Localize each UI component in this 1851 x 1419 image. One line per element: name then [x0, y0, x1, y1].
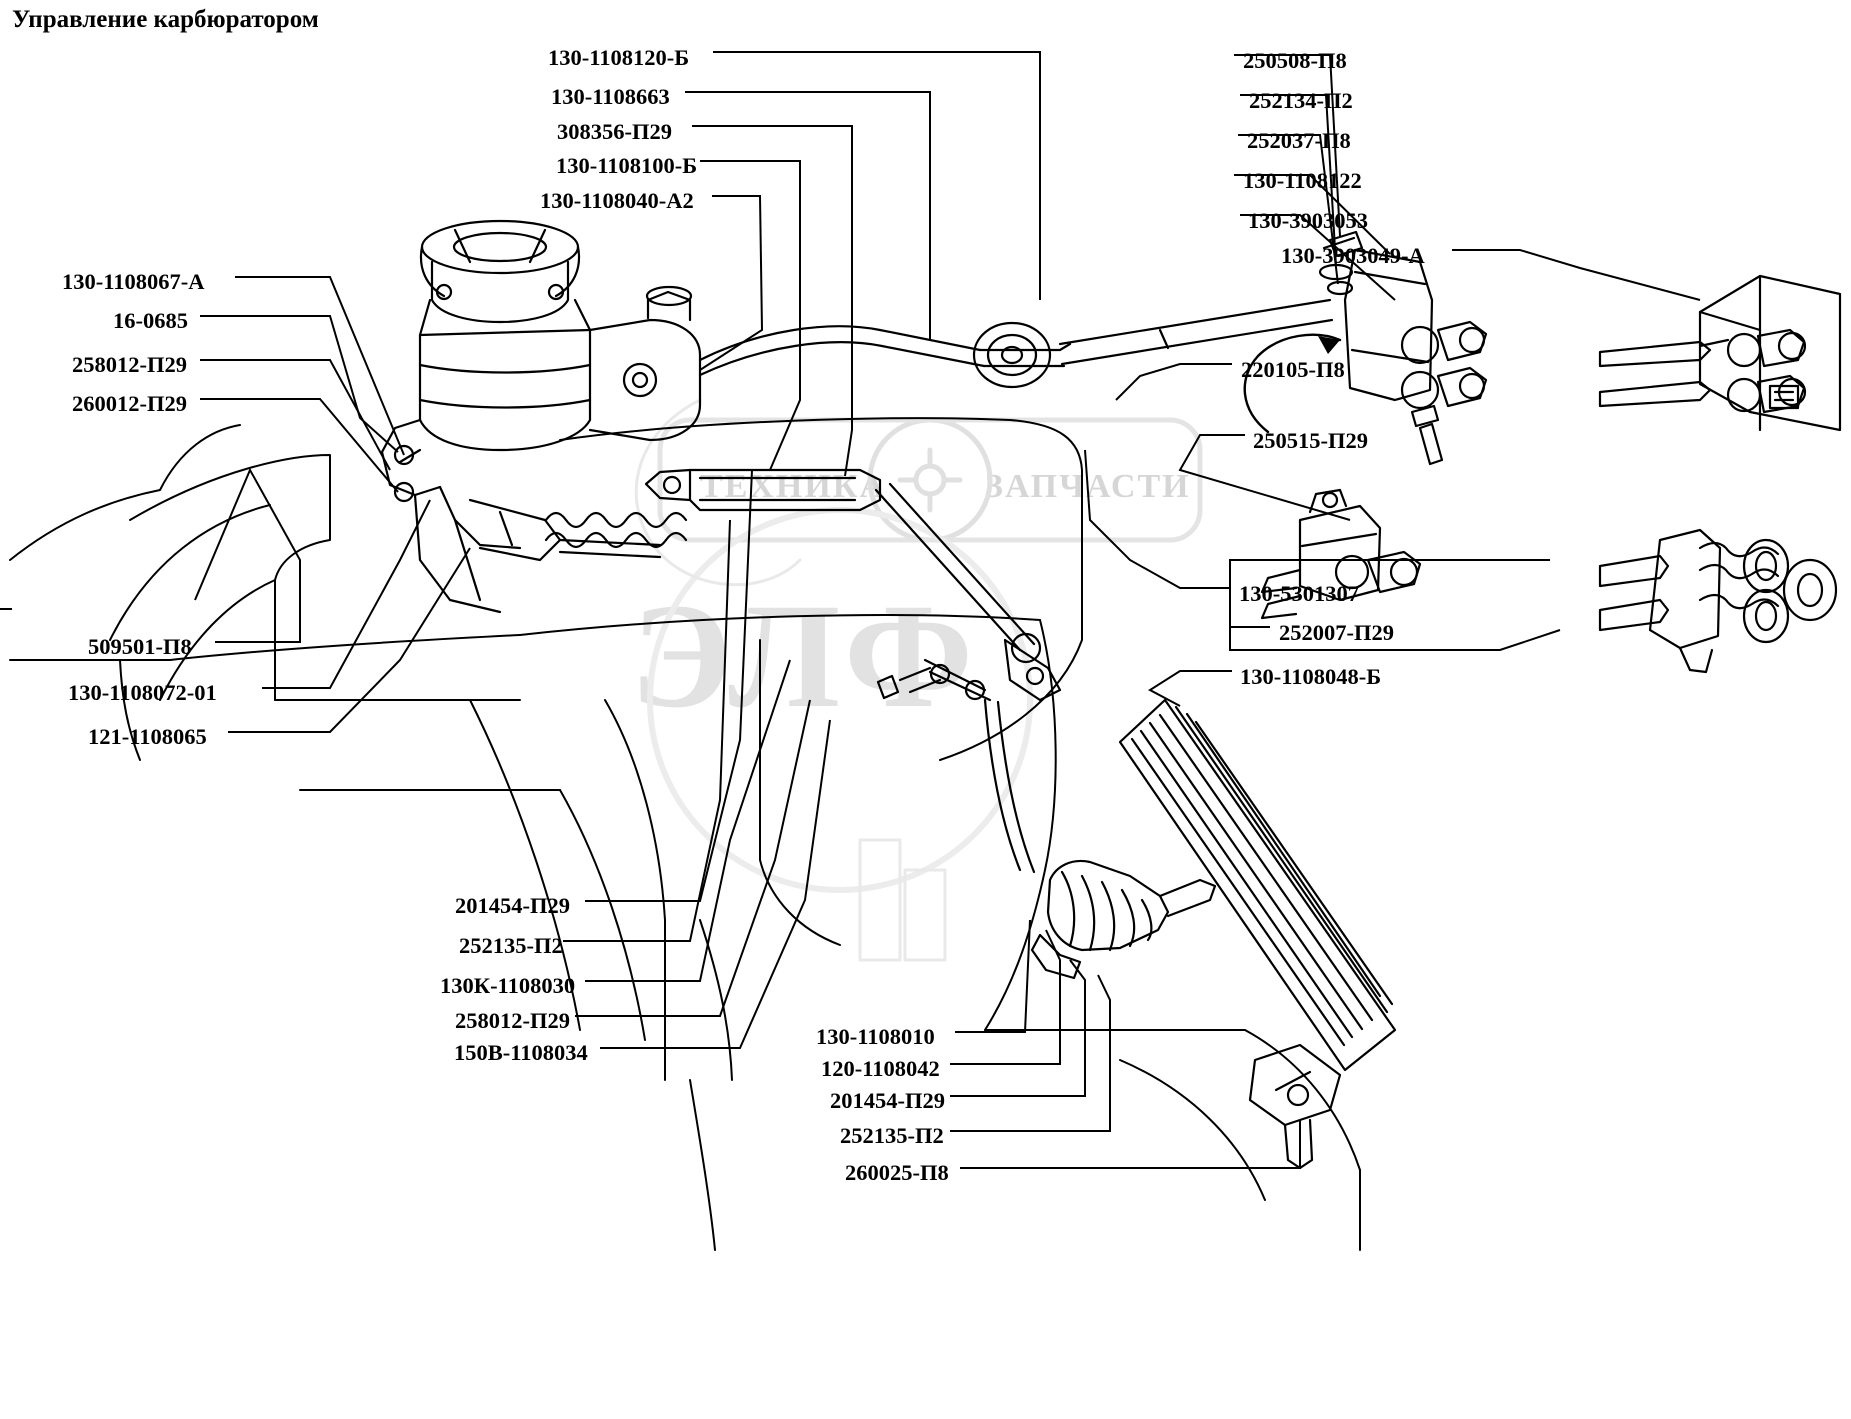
callout-130-1108067-A: 130-1108067-А [62, 269, 205, 294]
callout-201454-P29-b: 201454-П29 [830, 1088, 945, 1113]
callout-130-1108120-B: 130-1108120-Б [548, 45, 690, 70]
callout-120-1108042: 120-1108042 [821, 1056, 940, 1081]
callout-130-1108072-01: 130-1108072-01 [68, 680, 217, 705]
callout-130-5301307: 130-5301307 [1239, 581, 1359, 606]
callout-258012-P29-top: 258012-П29 [72, 352, 187, 377]
callout-250508-P8: 250508-П8 [1243, 48, 1347, 73]
watermark-text-right: ЗАПЧАСТИ [985, 468, 1191, 505]
callout-201454-P29-a: 201454-П29 [455, 893, 570, 918]
callout-130-1108663: 130-1108663 [551, 84, 670, 109]
callout-258012-P29-bottom: 258012-П29 [455, 1008, 570, 1033]
callout-252134-P2: 252134-П2 [1249, 88, 1353, 113]
watermark-text-left: ТЕХНИКА [700, 468, 887, 505]
callout-130-1108122: 130-1108122 [1243, 168, 1362, 193]
watermark-logo-text: ЭЛФ [630, 573, 979, 739]
callout-252135-P2-a: 252135-П2 [459, 933, 563, 958]
callout-130K-1108030: 130К-1108030 [440, 973, 576, 998]
callout-130-1108048-B: 130-1108048-Б [1240, 664, 1382, 689]
callout-130-3903049-A: 130-3903049-А [1281, 243, 1425, 268]
callout-150V-1108034: 150В-1108034 [454, 1040, 588, 1065]
callout-260012-P29: 260012-П29 [72, 391, 187, 416]
callout-252037-P8: 252037-П8 [1247, 128, 1351, 153]
callout-130-1108040-A2: 130-1108040-А2 [540, 188, 694, 213]
callout-252007-P29: 252007-П29 [1279, 620, 1394, 645]
callout-130-3903053: 130-3903053 [1248, 208, 1368, 233]
callout-250515-P29: 250515-П29 [1253, 428, 1368, 453]
page-title: Управление карбюратором [12, 6, 319, 33]
callout-260025-P8: 260025-П8 [845, 1160, 949, 1185]
left-edge-marker [0, 608, 12, 610]
callout-130-1108010: 130-1108010 [816, 1024, 935, 1049]
callout-130-1108100-B: 130-1108100-Б [556, 153, 698, 178]
callout-509501-P8: 509501-П8 [88, 634, 192, 659]
callout-16-0685: 16-0685 [113, 308, 188, 333]
callout-220105-P8: 220105-П8 [1241, 357, 1345, 382]
callout-252135-P2-b: 252135-П2 [840, 1123, 944, 1148]
callout-308356-P29: 308356-П29 [557, 119, 672, 144]
callout-121-1108065: 121-1108065 [88, 724, 207, 749]
